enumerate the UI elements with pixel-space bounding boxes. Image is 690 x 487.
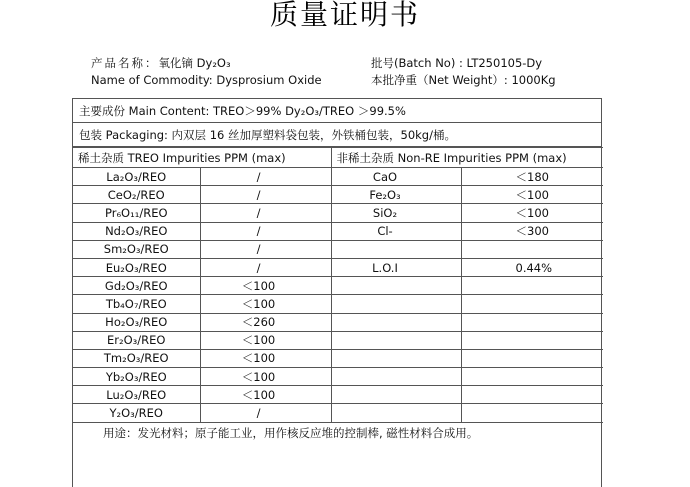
re-value-cell: / <box>200 186 331 204</box>
non-re-value-cell: ＜300 <box>461 222 603 240</box>
commodity-value: Dysprosium Oxide <box>216 73 322 87</box>
non-re-item-cell <box>331 313 461 331</box>
re-value-cell: ＜100 <box>200 349 331 367</box>
non-re-value-cell <box>461 349 603 367</box>
re-oxide-cell: Y₂O₃/REO <box>73 404 200 422</box>
re-oxide-cell: Lu₂O₃/REO <box>73 386 200 404</box>
batch-label: 批号(Batch No) : <box>371 56 467 70</box>
table-row <box>73 349 603 367</box>
certificate-header <box>91 55 591 89</box>
non-re-item-cell <box>331 404 461 422</box>
re-value-cell: / <box>200 258 331 276</box>
weight-value: 1000Kg <box>511 73 556 87</box>
re-value-cell: ＜260 <box>200 313 331 331</box>
table-row <box>73 386 603 404</box>
non-re-value-cell: 0.44% <box>461 258 603 276</box>
net-weight <box>371 72 556 89</box>
table-row <box>73 295 603 313</box>
re-value-cell: ＜100 <box>200 386 331 404</box>
non-re-value-cell <box>461 295 603 313</box>
re-oxide-cell: Pr₆O₁₁/REO <box>73 204 200 222</box>
commodity-name <box>91 72 322 89</box>
document-title: 质量证明书 <box>269 0 420 31</box>
re-value-cell: ＜100 <box>200 277 331 295</box>
re-value-cell: / <box>200 404 331 422</box>
non-re-value-cell <box>461 331 603 349</box>
re-value-cell: / <box>200 168 331 186</box>
re-impurities-header: 稀土杂质 TREO Impurities PPM (max) <box>73 148 331 168</box>
re-value-cell: ＜100 <box>200 331 331 349</box>
table-row <box>73 313 603 331</box>
non-re-value-cell <box>461 368 603 386</box>
non-re-value-cell: ＜100 <box>461 186 603 204</box>
quality-table <box>72 98 602 487</box>
re-oxide-cell: La₂O₃/REO <box>73 168 200 186</box>
product-value: 氧化镝 Dy₂O₃ <box>158 56 231 70</box>
non-re-value-cell: ＜100 <box>461 204 603 222</box>
re-oxide-cell: Nd₂O₃/REO <box>73 222 200 240</box>
non-re-item-cell: Fe₂O₃ <box>331 186 461 204</box>
non-re-value-cell <box>461 240 603 258</box>
non-re-item-cell <box>331 240 461 258</box>
non-re-item-cell <box>331 331 461 349</box>
usage-note: 用途：发光材料；原子能工业，用作核反应堆的控制棒, 磁性材料合成用。 <box>103 425 479 440</box>
table-row <box>73 204 603 222</box>
non-re-value-cell <box>461 277 603 295</box>
re-oxide-cell: Er₂O₃/REO <box>73 331 200 349</box>
re-value-cell: ＜100 <box>200 295 331 313</box>
non-re-item-cell <box>331 349 461 367</box>
table-row <box>73 277 603 295</box>
re-value-cell: / <box>200 222 331 240</box>
re-oxide-cell: Tm₂O₃/REO <box>73 349 200 367</box>
packaging-line: 包装 Packaging: 内双层 16 丝加厚塑料袋包装，外铁桶包装，50kg/桶。 <box>73 123 601 147</box>
table-row <box>73 186 603 204</box>
re-value-cell: / <box>200 204 331 222</box>
non-re-value-cell <box>461 386 603 404</box>
non-re-impurities-header: 非稀土杂质 Non-RE Impurities PPM (max) <box>331 148 603 168</box>
re-oxide-cell: Sm₂O₃/REO <box>73 240 200 258</box>
header-row-2 <box>91 72 591 89</box>
non-re-value-cell <box>461 313 603 331</box>
re-oxide-cell: Ho₂O₃/REO <box>73 313 200 331</box>
non-re-value-cell <box>461 404 603 422</box>
batch-number <box>371 55 542 72</box>
non-re-value-cell: ＜180 <box>461 168 603 186</box>
header-row-1 <box>91 55 591 72</box>
table-row <box>73 404 603 422</box>
main-content-line: 主要成份 Main Content: TREO＞99% Dy₂O₃/TREO ＞99.5% <box>73 99 601 123</box>
re-oxide-cell: CeO₂/REO <box>73 186 200 204</box>
batch-value: LT250105-Dy <box>466 56 543 70</box>
table-row <box>73 258 603 276</box>
impurities-table <box>73 147 603 423</box>
non-re-item-cell <box>331 277 461 295</box>
commodity-label: Name of Commodity: <box>91 73 217 87</box>
non-re-item-cell: CaO <box>331 168 461 186</box>
re-value-cell: ＜100 <box>200 368 331 386</box>
re-value-cell: / <box>200 240 331 258</box>
re-oxide-cell: Tb₄O₇/REO <box>73 295 200 313</box>
product-label: 产品名称： <box>91 56 159 70</box>
non-re-item-cell: L.O.I <box>331 258 461 276</box>
non-re-item-cell <box>331 386 461 404</box>
re-oxide-cell: Eu₂O₃/REO <box>73 258 200 276</box>
table-row <box>73 368 603 386</box>
non-re-item-cell: SiO₂ <box>331 204 461 222</box>
weight-label: 本批净重（Net Weight）: <box>371 73 512 87</box>
re-oxide-cell: Gd₂O₃/REO <box>73 277 200 295</box>
product-name <box>91 55 231 72</box>
table-row <box>73 168 603 186</box>
non-re-item-cell: Cl- <box>331 222 461 240</box>
re-oxide-cell: Yb₂O₃/REO <box>73 368 200 386</box>
table-row <box>73 331 603 349</box>
table-row <box>73 222 603 240</box>
non-re-item-cell <box>331 295 461 313</box>
table-row <box>73 240 603 258</box>
non-re-item-cell <box>331 368 461 386</box>
impurities-header-row <box>73 148 603 168</box>
